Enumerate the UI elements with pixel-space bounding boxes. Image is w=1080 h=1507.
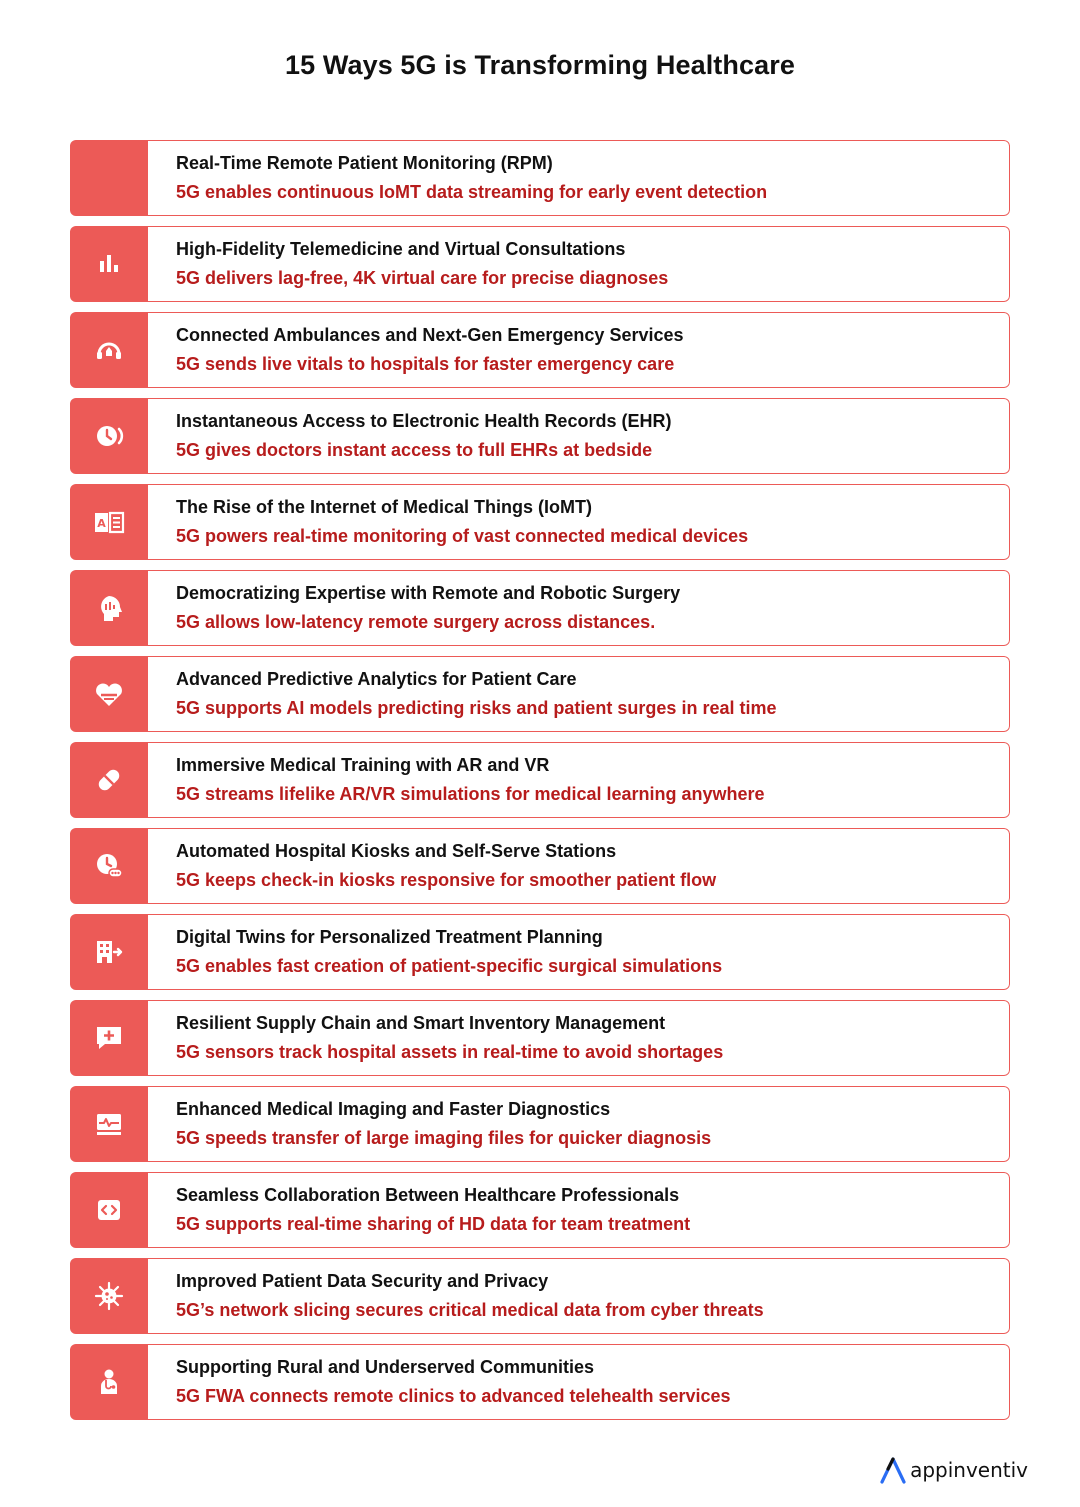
list-item — [70, 1344, 1010, 1420]
item-title: Real-Time Remote Patient Monitoring (RPM) — [176, 153, 553, 173]
item-description: 5G sends live vitals to hospitals for faster emergency care — [176, 354, 675, 374]
appinventiv-logo-icon — [878, 1455, 908, 1485]
page-title: 15 Ways 5G is Transforming Healthcare — [285, 50, 795, 80]
book-icon — [70, 484, 148, 560]
headset-icon — [70, 312, 148, 388]
item-title: Seamless Collaboration Between Healthcare Professionals — [176, 1185, 680, 1205]
monitor-pulse-icon — [70, 1086, 148, 1162]
item-description: 5G sensors track hospital assets in real-time to avoid shortages — [176, 1042, 724, 1062]
head-profile-icon — [70, 570, 148, 646]
item-description: 5G FWA connects remote clinics to advanced telehealth services — [176, 1386, 731, 1406]
item-title: Immersive Medical Training with AR and VR — [176, 755, 550, 775]
item-description: 5G streams lifelike AR/VR simulations for medical learning anywhere — [176, 784, 765, 804]
code-box-icon — [70, 1172, 148, 1248]
ways-list — [70, 140, 1010, 1430]
item-title: Resilient Supply Chain and Smart Inventory Management — [176, 1013, 666, 1033]
item-description: 5G enables fast creation of patient-specific surgical simulations — [176, 956, 723, 976]
item-description: 5G powers real-time monitoring of vast connected medical devices — [176, 526, 749, 546]
list-item — [70, 914, 1010, 990]
list-item — [70, 1172, 1010, 1248]
item-title: The Rise of the Internet of Medical Things (IoMT) — [176, 497, 593, 517]
list-item — [70, 226, 1010, 302]
item-title: High-Fidelity Telemedicine and Virtual Consultations — [176, 239, 626, 259]
list-item — [70, 140, 1010, 216]
item-title: Instantaneous Access to Electronic Health Records (EHR) — [176, 411, 672, 431]
item-title: Enhanced Medical Imaging and Faster Diagnostics — [176, 1099, 611, 1119]
clock-signal-icon — [70, 398, 148, 474]
item-text-box — [148, 312, 1010, 388]
item-text-box — [148, 484, 1010, 560]
item-description: 5G supports AI models predicting risks and patient surges in real time — [176, 698, 777, 718]
item-text-box — [148, 828, 1010, 904]
item-text-box — [148, 742, 1010, 818]
clock-chat-icon — [70, 828, 148, 904]
item-text-box — [148, 1172, 1010, 1248]
item-text-box — [148, 226, 1010, 302]
list-item — [70, 656, 1010, 732]
item-description: 5G keeps check-in kiosks responsive for smoother patient flow — [176, 870, 717, 890]
list-item — [70, 742, 1010, 818]
item-text-box — [148, 914, 1010, 990]
list-item — [70, 1086, 1010, 1162]
item-title: Improved Patient Data Security and Privacy — [176, 1271, 549, 1291]
list-item — [70, 312, 1010, 388]
item-title: Advanced Predictive Analytics for Patient Care — [176, 669, 577, 689]
item-text-box — [148, 1086, 1010, 1162]
pill-icon — [70, 742, 148, 818]
heart-icon — [70, 656, 148, 732]
item-description: 5G enables continuous IoMT data streaming for early event detection — [176, 182, 768, 202]
item-text-box — [148, 1258, 1010, 1334]
item-text-box — [148, 656, 1010, 732]
bar-chart-icon — [70, 226, 148, 302]
item-title: Democratizing Expertise with Remote and Robotic Surgery — [176, 583, 681, 603]
brand-name: appinventiv — [910, 1458, 1028, 1482]
item-text-box — [148, 398, 1010, 474]
item-description: 5G’s network slicing secures critical medical data from cyber threats — [176, 1300, 764, 1320]
item-description: 5G gives doctors instant access to full EHRs at bedside — [176, 440, 653, 460]
item-title: Automated Hospital Kiosks and Self-Serve Stations — [176, 841, 617, 861]
item-title: Connected Ambulances and Next-Gen Emergency Services — [176, 325, 684, 345]
item-title: Digital Twins for Personalized Treatment Planning — [176, 927, 603, 947]
item-text-box — [148, 1344, 1010, 1420]
item-description: 5G speeds transfer of large imaging files for quicker diagnosis — [176, 1128, 712, 1148]
building-arrow-icon — [70, 914, 148, 990]
item-title: Supporting Rural and Underserved Communities — [176, 1357, 595, 1377]
item-description: 5G delivers lag-free, 4K virtual care for precise diagnoses — [176, 268, 669, 288]
list-item — [70, 398, 1010, 474]
list-item — [70, 1258, 1010, 1334]
list-item — [70, 1000, 1010, 1076]
item-description: 5G allows low-latency remote surgery across distances. — [176, 612, 656, 632]
virus-icon — [70, 1258, 148, 1334]
list-item — [70, 570, 1010, 646]
item-text-box — [148, 140, 1010, 216]
brand-logo — [878, 1455, 1028, 1485]
list-item — [70, 484, 1010, 560]
svg-text:A: A — [97, 517, 106, 530]
item-text-box — [148, 570, 1010, 646]
item-text-box — [148, 1000, 1010, 1076]
icon-tile — [70, 140, 148, 216]
person-stethoscope-icon — [70, 1344, 148, 1420]
list-item — [70, 828, 1010, 904]
medical-chat-icon — [70, 1000, 148, 1076]
item-description: 5G supports real-time sharing of HD data for team treatment — [176, 1214, 691, 1234]
